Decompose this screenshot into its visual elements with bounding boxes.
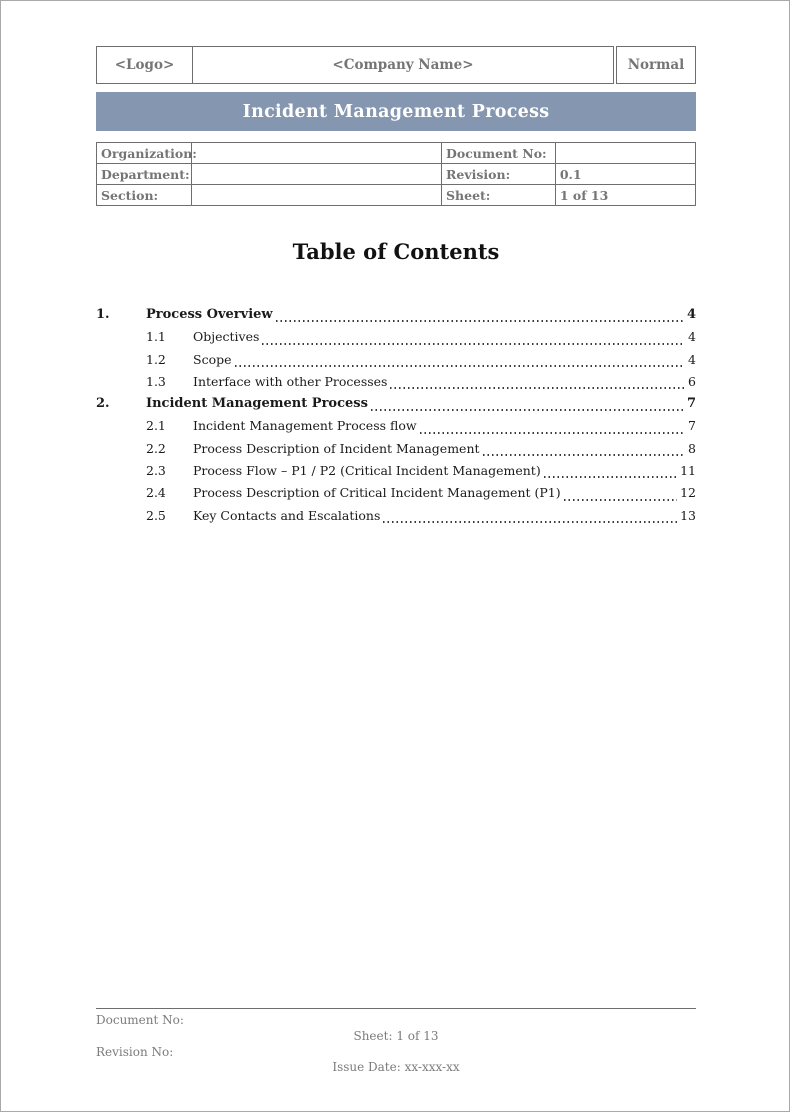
toc-dotted-leader [235, 365, 686, 367]
section-value [191, 185, 441, 206]
toc-entry-page: 12 [680, 485, 696, 501]
toc-entry-title: Process Description of Critical Incident Management (P1) [193, 485, 561, 501]
toc-entry[interactable] [96, 349, 696, 371]
document-no-label: Document No: [442, 143, 556, 164]
toc-entry[interactable] [96, 371, 696, 393]
footer-issue-date: Issue Date: xx-xxx-xx [332, 1060, 460, 1075]
revision-value: 0.1 [555, 164, 695, 185]
revision-label: Revision: [442, 164, 556, 185]
document-no-value [555, 143, 695, 164]
toc-entry-title: Incident Management Process [146, 396, 368, 412]
toc-entry-page: 7 [686, 396, 696, 412]
department-label: Department: [97, 164, 192, 185]
header-table [96, 46, 696, 84]
toc-list [96, 304, 696, 527]
section-label: Section: [97, 185, 192, 206]
toc-entry[interactable] [96, 326, 696, 348]
document-title-banner: Incident Management Process [96, 92, 696, 131]
toc-entry-page: 13 [680, 507, 696, 523]
footer-sheet: Sheet: 1 of 13 [353, 1028, 439, 1043]
organization-label: Organization: [97, 143, 192, 164]
toc-entry-title: Scope [193, 351, 232, 367]
toc-entry-title: Process Overview [146, 307, 273, 322]
toc-entry-number: 1.3 [146, 373, 166, 389]
footer-revision-no: Revision No: [96, 1044, 174, 1059]
toc-entry-number: 1. [96, 307, 110, 322]
toc-entry-page: 4 [688, 351, 696, 367]
info-row-department [97, 164, 696, 185]
toc-entry-title: Process Flow – P1 / P2 (Critical Incident Management) [193, 463, 541, 479]
toc-entry[interactable] [96, 505, 696, 527]
toc-entry-number: 2.5 [146, 507, 166, 523]
toc-entry-number: 1.1 [146, 329, 166, 345]
toc-entry-number: 2. [96, 396, 110, 412]
toc-entry-title: Key Contacts and Escalations [193, 507, 381, 523]
toc-dotted-leader [390, 387, 685, 389]
toc-entry-page: 8 [688, 440, 696, 456]
sheet-value: 1 of 13 [555, 185, 695, 206]
toc-dotted-leader [383, 521, 677, 523]
toc-entry-page: 6 [688, 373, 696, 389]
toc-dotted-leader [483, 454, 686, 456]
info-row-section [97, 185, 696, 206]
sheet-label: Sheet: [442, 185, 556, 206]
toc-entry[interactable] [96, 438, 696, 460]
toc-entry[interactable] [96, 482, 696, 504]
toc-entry-page: 4 [688, 329, 696, 345]
classification-cell: Normal [616, 46, 696, 84]
toc-dotted-leader [276, 320, 684, 322]
toc-entry[interactable] [96, 460, 696, 482]
document-info-table [96, 142, 696, 206]
toc-entry[interactable] [96, 304, 696, 326]
footer-document-no: Document No: [96, 1013, 184, 1027]
toc-dotted-leader [420, 432, 685, 434]
toc-entry-number: 1.2 [146, 351, 166, 367]
department-value [191, 164, 441, 185]
toc-entry-number: 2.1 [146, 418, 166, 434]
toc-entry-title: Objectives [193, 329, 260, 345]
toc-entry[interactable] [96, 415, 696, 437]
toc-entry-number: 2.3 [146, 463, 166, 479]
logo-cell: <Logo> [96, 46, 193, 84]
info-row-organization [97, 143, 696, 164]
page-footer [96, 1008, 696, 1076]
toc-heading: Table of Contents [292, 239, 500, 264]
toc-dotted-leader [371, 409, 684, 411]
toc-entry[interactable] [96, 393, 696, 415]
toc-entry-page: 11 [680, 463, 696, 479]
toc-entry-title: Interface with other Processes [193, 373, 388, 389]
toc-entry-number: 2.4 [146, 485, 166, 501]
toc-entry-title: Incident Management Process flow [193, 418, 417, 434]
toc-dotted-leader [262, 343, 685, 345]
toc-entry-title: Process Description of Incident Management [193, 440, 480, 456]
toc-dotted-leader [564, 499, 677, 501]
company-name-cell: <Company Name> [193, 46, 614, 84]
toc-entry-page: 4 [686, 307, 696, 322]
organization-value [191, 143, 441, 164]
toc-entry-page: 7 [688, 418, 696, 434]
toc-dotted-leader [544, 476, 677, 478]
toc-entry-number: 2.2 [146, 440, 166, 456]
